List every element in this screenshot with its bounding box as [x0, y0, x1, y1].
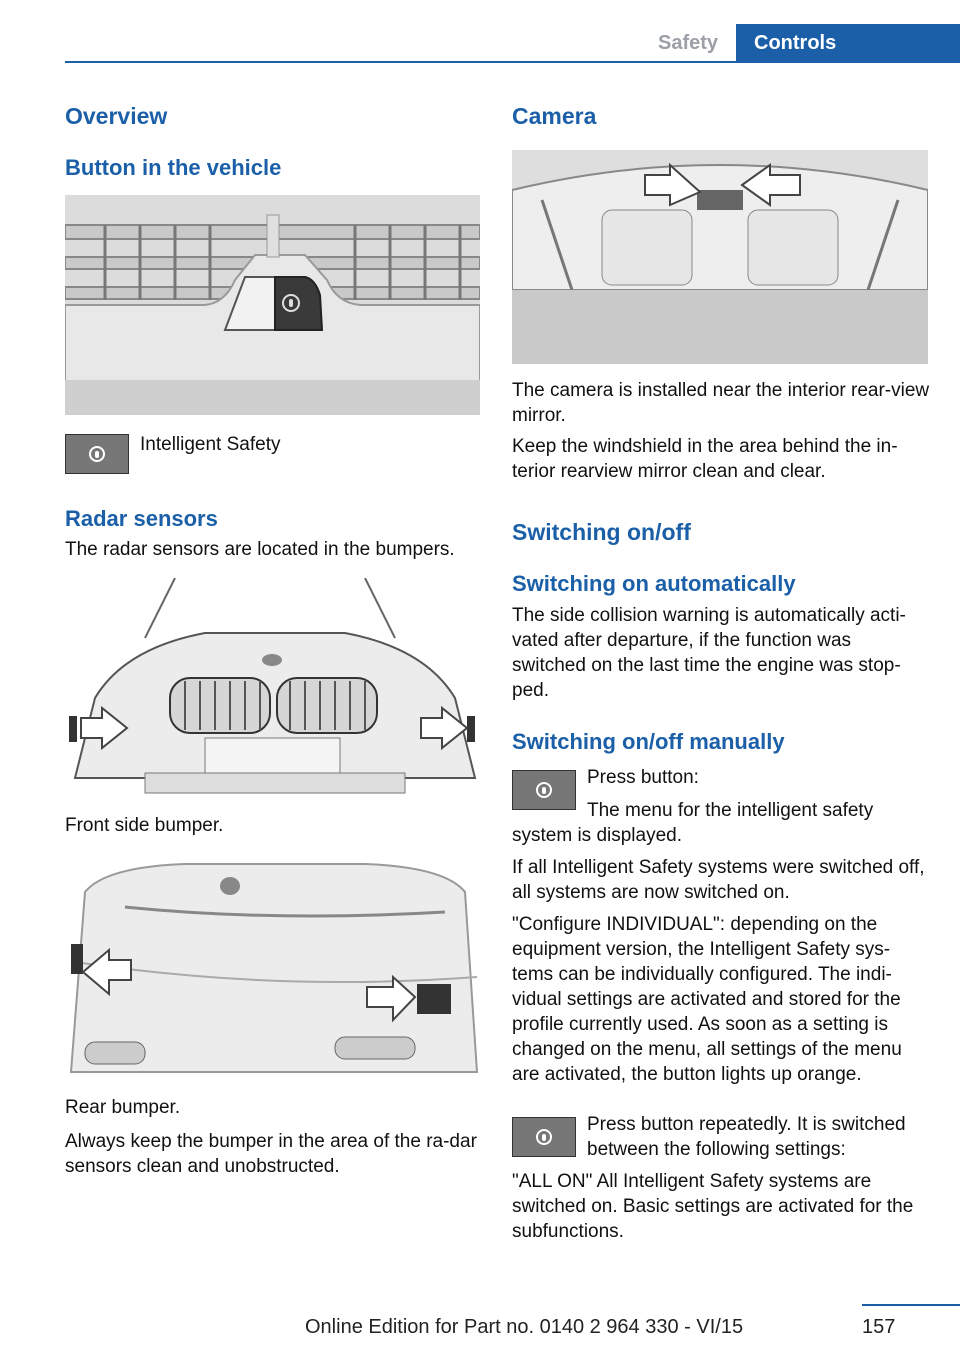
rear-bumper-caption: Rear bumper.: [65, 1097, 181, 1118]
button-caption: Intelligent Safety: [140, 434, 281, 455]
press-button-result-a: The menu for the intelligent safety: [587, 800, 874, 821]
camera-figure: [512, 150, 928, 364]
front-bumper-caption: Front side bumper.: [65, 815, 224, 836]
vehicle-button-figure: [65, 195, 480, 415]
chapter-tab: Controls: [736, 24, 960, 62]
intelligent-safety-button-icon: [65, 434, 129, 474]
all-off-text: If all Intelligent Safety systems were switched off, all systems are now switched on.: [512, 857, 925, 903]
all-on-text: "ALL ON" All Intelligent Safety systems are switched on. Basic settings are activated for the subfunctions.: [512, 1171, 914, 1242]
edition-footer: Online Edition for Part no. 0140 2 964 330 - VI/15: [305, 1316, 744, 1338]
button-in-vehicle-heading: Button in the vehicle: [65, 155, 282, 180]
front-bumper-figure: [65, 578, 480, 798]
press-repeatedly-text: Press button repeatedly. It is switched between the following settings:: [587, 1114, 906, 1160]
section-tab: Safety: [657, 32, 719, 54]
configure-individual-text: "Configure INDIVIDUAL": depending on the equipment version, the Intelligent Safety sys-tems can be individually configured. The indi-vidual settings are activated and stored for the profile currently used. As soon as a setting is changed on the menu, all settings of the menu are activated, the button lights up orange.: [512, 914, 902, 1085]
header-rule: [65, 61, 960, 63]
radar-sensors-text: The radar sensors are located in the bumpers.: [65, 539, 455, 560]
intelligent-safety-button-icon: [512, 1117, 576, 1157]
camera-heading: Camera: [512, 103, 597, 129]
overview-heading: Overview: [65, 103, 168, 129]
page-number: 157: [862, 1316, 896, 1338]
rear-bumper-figure: [65, 862, 480, 1082]
switching-manual-heading: Switching on/off manually: [512, 729, 785, 754]
camera-text-location: The camera is installed near the interior rear-view mirror.: [512, 380, 930, 426]
radar-sensors-heading: Radar sensors: [65, 506, 218, 531]
camera-text-windshield: Keep the windshield in the area behind the in-terior rearview mirror clean and clear.: [512, 436, 898, 482]
switching-heading: Switching on/off: [512, 519, 691, 545]
intelligent-safety-button-icon: [512, 770, 576, 810]
switching-auto-text: The side collision warning is automatically acti-vated after departure, if the function was switched on the last time the engine was stop-ped.: [512, 605, 906, 701]
press-button-label: Press button:: [587, 767, 699, 788]
press-button-result-b: system is displayed.: [512, 825, 683, 846]
rear-bumper-note: Always keep the bumper in the area of the ra-dar sensors clean and unobstructed.: [65, 1131, 477, 1177]
footer-rule: [862, 1304, 960, 1306]
switching-auto-heading: Switching on automatically: [512, 571, 796, 596]
